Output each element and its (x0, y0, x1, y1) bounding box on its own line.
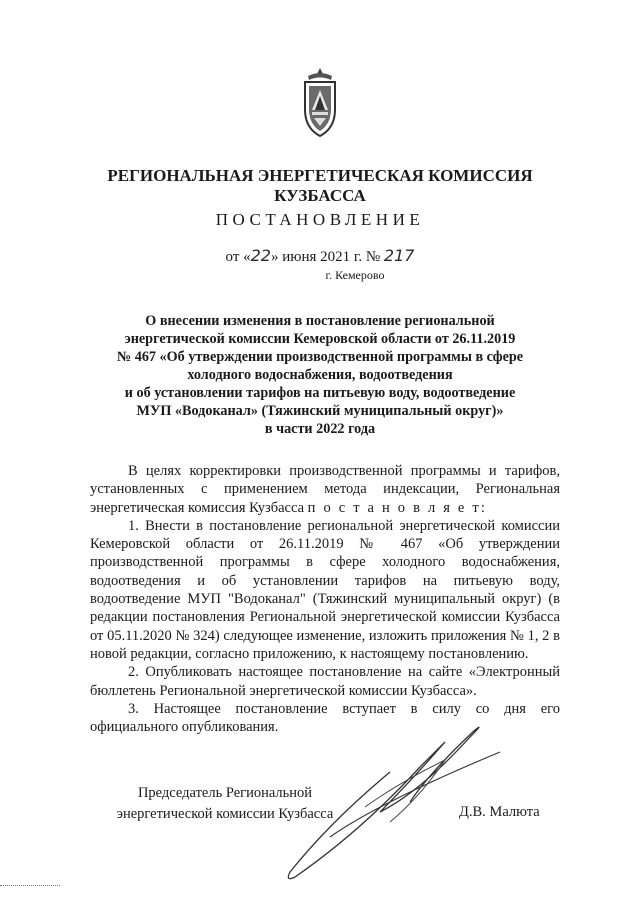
document-subject (110, 312, 530, 438)
subject-line: энергетической комиссии Кемеровской области от 26.11.2019 (124, 331, 516, 347)
city: г. Кемерово (325, 268, 385, 282)
kuzbass-coat-of-arms-icon (300, 66, 340, 138)
signatory-title: Председатель Региональной энергетической комиссии Кузбасса (116, 785, 334, 822)
date-prefix: от « (225, 249, 251, 265)
subject-line: в части 2022 года (264, 421, 376, 437)
item-3: 3. Настоящее постановление вступает в силу со дня его официального опубликования. (90, 700, 560, 736)
item-1: 1. Внести в постановление региональной энергетической комиссии Кемеровской области от 26.11.2019 № 467 «Об утверждении производственной программы в сфере холодного водоснабжения, водоотведения и об установлении тарифов на питьевую воду, водоотведение МУП "Водоканал" (Тяжинский муниципальный округ) (в редакции постановления Региональной энергетической комиссии Кузбасса от 05.11.2020 № 324) следующее изменение, изложить приложения № 1, 2 в новой редакции, согласно приложению, к настоящему постановлению. (90, 517, 560, 662)
date-rest: » июня 2021 г. № (270, 249, 381, 265)
signatory-name: Д.В. Малюта (459, 804, 540, 820)
document-body (90, 462, 560, 736)
footer-divider (0, 885, 60, 888)
intro-paragraph: В целях корректировки производственной программы и тарифов, установленных с применением метода индексации, Региональная энергетическая комиссия Кузбасса п о с т а н о в л я е т: (90, 463, 560, 516)
subject-line: холодного водоснабжения, водоотведения (187, 367, 453, 383)
document-date-number (0, 246, 640, 266)
subject-line: О внесении изменения в постановление региональной (145, 313, 495, 329)
organization-region: КУЗБАССА (274, 186, 366, 205)
subject-line: МУП «Водоканал» (Тяжинский муниципальный округ)» (136, 403, 504, 419)
date-day: 22 (250, 246, 271, 265)
subject-line: и об установлении тарифов на питьевую воду, водоотведение (124, 385, 516, 401)
document-type: ПОСТАНОВЛЕНИЕ (215, 210, 425, 229)
document-number: 217 (383, 246, 415, 265)
subject-line: № 467 «Об утверждении производственной программы в сфере (116, 349, 524, 365)
item-2: 2. Опубликовать настоящее постановление на сайте «Электронный бюллетень Региональной энергетической комиссии Кузбасса». (90, 664, 560, 699)
organization-name: РЕГИОНАЛЬНАЯ ЭНЕРГЕТИЧЕСКАЯ КОМИССИЯ (107, 166, 533, 185)
decree-word: п о с т а н о в л я е т: (307, 499, 488, 516)
handwritten-signature (270, 712, 510, 887)
